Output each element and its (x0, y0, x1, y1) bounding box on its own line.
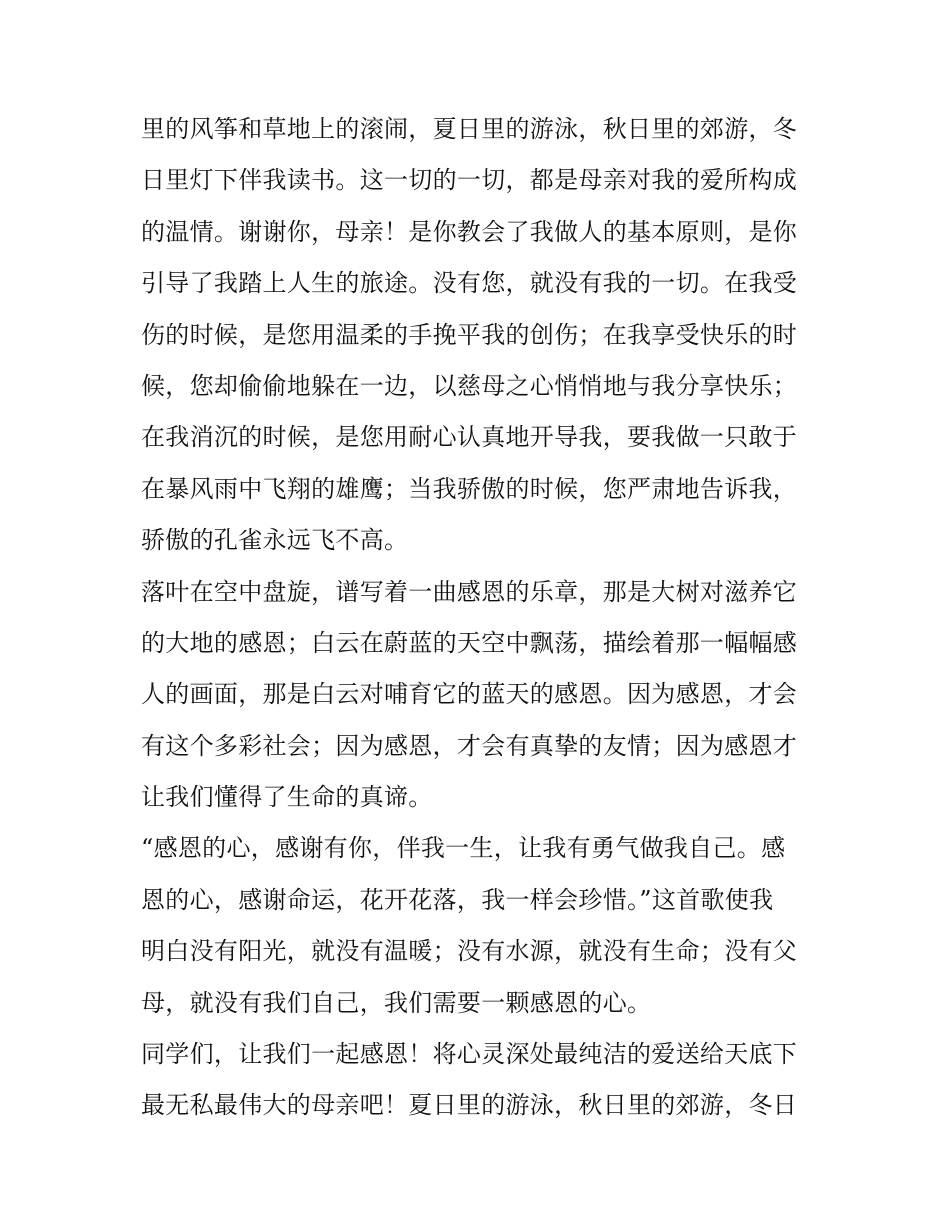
text-line: 人的画面，那是白云对哺育它的蓝天的感恩。因为感恩，才会 (141, 680, 798, 709)
text-line: 明白没有阳光，就没有温暖；没有水源，就没有生命；没有父 (141, 937, 798, 966)
text-line: “感恩的心，感谢有你，伴我一生，让我有勇气做我自己。感 (141, 834, 786, 863)
body-text (141, 104, 821, 1132)
text-line: 在我消沉的时候，是您用耐心认真地开导我，要我做一只敢于 (141, 423, 798, 452)
text-line: 伤的时候，是您用温柔的手挽平我的创伤；在我享受快乐的时 (141, 320, 798, 349)
text-line: 骄傲的孔雀永远飞不高。 (141, 526, 409, 555)
text-line: 日里灯下伴我读书。这一切的一切，都是母亲对我的爱所构成 (141, 166, 798, 195)
text-line: 让我们懂得了生命的真谛。 (141, 783, 433, 812)
text-line: 最无私最伟大的母亲吧！夏日里的游泳，秋日里的郊游，冬日 (141, 1091, 798, 1120)
text-line: 落叶在空中盘旋，谱写着一曲感恩的乐章，那是大树对滋养它 (141, 577, 798, 606)
text-line: 的大地的感恩；白云在蔚蓝的天空中飘荡，描绘着那一幅幅感 (141, 628, 798, 657)
text-line: 的温情。谢谢你，母亲！是你教会了我做人的基本原则，是你 (141, 217, 798, 246)
text-line: 在暴风雨中飞翔的雄鹰；当我骄傲的时候，您严肃地告诉我， (141, 474, 798, 503)
text-line: 里的风筝和草地上的滚闹，夏日里的游泳，秋日里的郊游，冬 (141, 115, 798, 143)
text-line: 同学们，让我们一起感恩！将心灵深处最纯洁的爱送给天底下 (141, 1040, 798, 1069)
text-line: 母，就没有我们自己，我们需要一颗感恩的心。 (141, 988, 652, 1017)
text-line: 候，您却偷偷地躲在一边，以慈母之心悄悄地与我分享快乐； (141, 371, 798, 400)
text-line: 引导了我踏上人生的旅途。没有您，就没有我的一切。在我受 (141, 269, 798, 298)
text-line: 有这个多彩社会；因为感恩，才会有真挚的友情；因为感恩才 (141, 731, 798, 760)
text-line: 恩的心，感谢命运，花开花落，我一样会珍惜。”这首歌使我 (141, 885, 774, 914)
